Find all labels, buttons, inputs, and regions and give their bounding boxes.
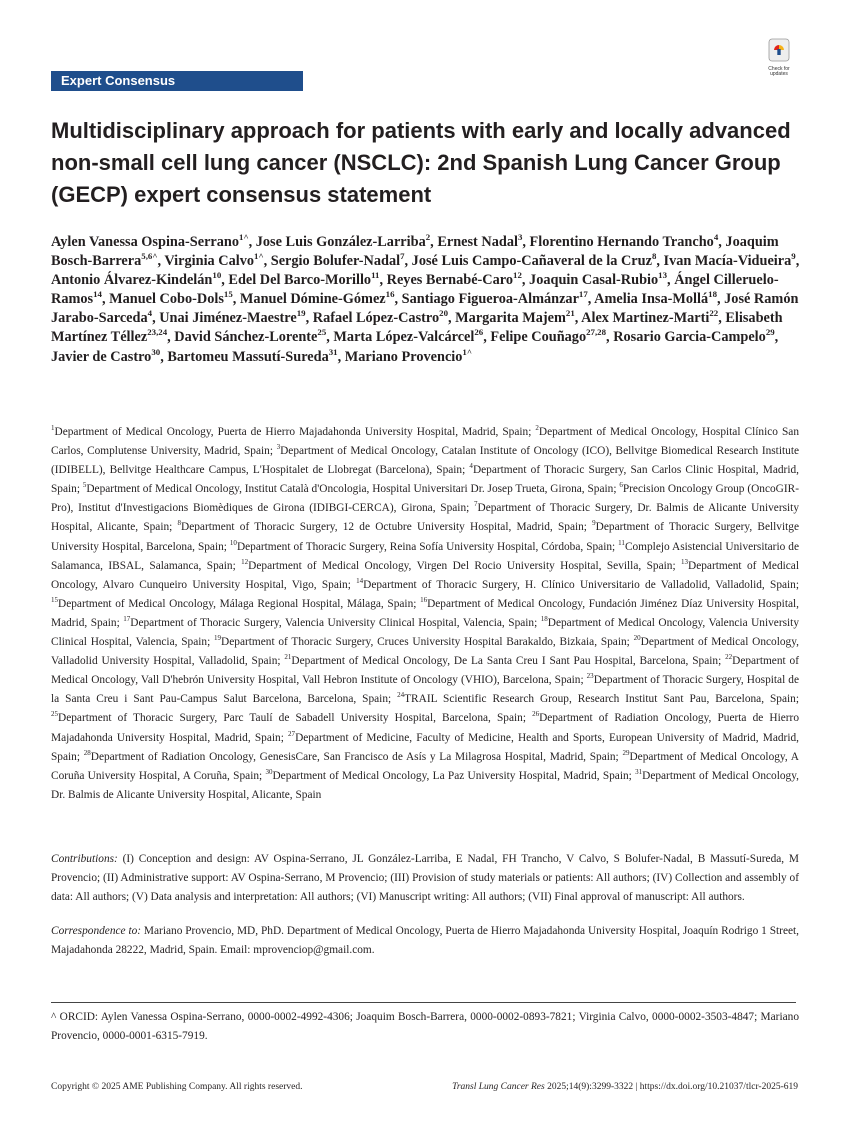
author-name: Elisabeth Martínez Téllez xyxy=(51,310,783,346)
affiliation-number: 16 xyxy=(420,596,428,605)
author-name: Unai Jiménez-Maestre xyxy=(159,310,297,327)
affiliation-number: 23 xyxy=(586,672,594,681)
author-name: Marta López-Valcárcel xyxy=(333,329,475,346)
affiliation-text: Department of Thoracic Surgery, Hospital de la Santa Creu i Sant Pau-Campus Salut Barcelona, Barcelona, Spain; xyxy=(51,674,799,706)
author-affiliation-sup: 23,24 xyxy=(147,327,168,338)
affiliation-text: Department of Medical Oncology, La Paz University Hospital, Madrid, Spain; xyxy=(272,769,636,782)
author-name: Rosario Garcia-Campelo xyxy=(613,329,766,346)
author-affiliation-sup: 5,6^ xyxy=(141,251,158,262)
affiliation-number: 17 xyxy=(123,615,131,624)
affiliation-text: Department of Radiation Oncology, Puerta de Hierro Majadahonda University Hospital, Madrid, Spain; xyxy=(51,712,800,744)
affiliation-text: Department of Medicine, Faculty of Medicine, Health and Sports, European University of Madrid, Madrid, Spain; xyxy=(51,731,799,763)
correspondence xyxy=(51,922,799,960)
affiliation-text: Department of Thoracic Surgery, Cruces University Hospital Barakaldo, Bizkaia, Spain; xyxy=(221,636,634,649)
affiliation-text: Department of Medical Oncology, Alvaro Cunqueiro University Hospital, Vigo, Spain; xyxy=(51,559,799,591)
affiliation-text: Department of Thoracic Surgery, Parc Taulí de Sabadell University Hospital, Barcelona, Spain; xyxy=(58,712,533,725)
affiliation xyxy=(123,617,541,629)
affiliation-number: 29 xyxy=(622,748,630,757)
author-affiliation-sup: 30 xyxy=(151,346,161,357)
author-name: Santiago Figueroa-Almánzar xyxy=(401,291,579,308)
author-affiliation-sup: 12 xyxy=(513,270,522,281)
contributions xyxy=(51,850,799,907)
affiliation xyxy=(83,483,619,495)
correspondence-text: Mariano Provencio, MD, PhD. Department of Medical Oncology, Puerta de Hierro Majadahonda University Hospital, Joaquín Rodrigo 1 Street, Majadahonda 28222, Madrid, Spain. Email: mprovenciop@gmail.com. xyxy=(51,925,799,957)
author-affiliation-sup: 2 xyxy=(425,232,431,243)
affiliation-number: 27 xyxy=(288,729,296,738)
affiliation-number: 21 xyxy=(284,653,292,662)
author-name: Virginia Calvo xyxy=(164,253,255,270)
affiliation xyxy=(51,712,532,724)
affiliation-number: 1 xyxy=(51,424,55,433)
affiliation xyxy=(178,521,593,533)
copyright-notice: Copyright © 2025 AME Publishing Company. All rights reserved. xyxy=(51,1082,303,1092)
affiliation-number: 6 xyxy=(619,481,623,490)
author-name: Rafael López-Castro xyxy=(312,310,440,327)
author xyxy=(164,253,263,269)
footnote-divider xyxy=(51,1002,796,1003)
article-title: Multidisciplinary approach for patients with early and locally advanced non-small cell lung cancer (NSCLC): 2nd Spanish Lung Cancer Group (GECP) expert consensus statement xyxy=(51,118,791,207)
affiliation-text: Department of Medical Oncology, Valencia University Clinical Hospital, Valencia, Spain; xyxy=(51,616,799,649)
affiliation-number: 28 xyxy=(83,748,91,757)
author xyxy=(664,253,796,269)
author-name: Sergio Bolufer-Nadal xyxy=(270,253,401,270)
author xyxy=(271,253,405,269)
author-name: Jose Luis González-Larriba xyxy=(255,234,426,250)
affiliation-number: 10 xyxy=(229,538,237,547)
author xyxy=(109,291,233,307)
affiliation-text: Department of Medical Oncology, Puerta de Hierro Majadahonda University Hospital, Madrid, Spain; xyxy=(54,426,536,438)
author-name: Javier de Castro xyxy=(51,348,152,365)
affiliation-text: Department of Medical Oncology, Hospital Clínico San Carlos, Complutense University, Madrid, Spain; xyxy=(51,426,799,458)
author xyxy=(529,272,667,288)
affiliation-number: 2 xyxy=(535,424,539,433)
affiliation xyxy=(214,636,634,648)
author-affiliation-sup: 9 xyxy=(791,251,796,262)
author-affiliation-sup: 25 xyxy=(317,327,327,338)
author-name: David Sánchez-Lorente xyxy=(174,329,318,346)
author-affiliation-sup: 4 xyxy=(713,232,719,243)
author-name: Edel Del Barco-Morillo xyxy=(228,272,372,289)
author-name: Joaquim Bosch-Barrera xyxy=(51,234,779,270)
citation-doi: 2025;14(9):3299-3322 | https://dx.doi.org/10.21037/tlcr-2025-619 xyxy=(544,1082,798,1092)
affiliation xyxy=(397,693,799,705)
affiliation-text: Department of Thoracic Surgery, Valencia University Clinical Hospital, Valencia, Spain; xyxy=(130,616,541,629)
author-name: José Luis Campo-Cañaveral de la Cruz xyxy=(411,253,652,270)
affiliation-text: Department of Medical Oncology, Virgen Del Rocio University Hospital, Sevilla, Spain; xyxy=(248,559,681,572)
author xyxy=(437,234,522,250)
affiliation-text: Department of Medical Oncology, Fundación Jiménez Díaz University Hospital, Madrid, Spain; xyxy=(51,597,800,629)
author xyxy=(344,346,472,365)
author xyxy=(581,310,718,326)
affiliation-number: 3 xyxy=(276,443,281,452)
author xyxy=(240,291,395,307)
author-affiliation-sup: 1^ xyxy=(254,251,264,262)
author-affiliation-sup: 16 xyxy=(385,289,395,300)
author-name: Mariano Provencio xyxy=(344,348,463,365)
author-name: Felipe Couñago xyxy=(490,329,587,346)
affiliation-number: 20 xyxy=(633,634,641,643)
affiliation-number: 30 xyxy=(265,767,273,776)
author-affiliation-sup: 11 xyxy=(371,270,380,281)
author-affiliation-sup: 20 xyxy=(439,308,449,319)
affiliation xyxy=(83,748,623,763)
author-name: Alex Martinez-Marti xyxy=(581,310,710,327)
affiliation-number: 9 xyxy=(592,519,596,528)
author-name: Manuel Dómine-Gómez xyxy=(239,291,386,308)
affiliation xyxy=(51,598,420,610)
affiliation-text: Precision Oncology Group (OncoGIR-Pro), Institut d'Investigacions Biomèdiques de Girona (IDIBGI-CERCA), Girona, Spain; xyxy=(51,483,799,515)
author xyxy=(412,253,657,269)
author-affiliation-sup: 1^ xyxy=(462,346,472,357)
author-affiliation-sup: 15 xyxy=(223,289,233,300)
author xyxy=(613,329,774,345)
author xyxy=(159,310,305,326)
affiliation-number: 19 xyxy=(214,634,222,643)
author-name: Antonio Álvarez-Kindelán xyxy=(51,272,213,289)
author-affiliation-sup: 10 xyxy=(212,270,222,281)
affiliation xyxy=(51,426,535,438)
affiliation-text: Department of Thoracic Surgery, Bellvitge University Hospital, Barcelona, Spain; xyxy=(51,521,799,553)
affiliation-number: 15 xyxy=(51,596,59,605)
affiliation-number: 26 xyxy=(532,710,540,719)
author-name: Florentino Hernando Trancho xyxy=(529,234,714,250)
author-affiliation-sup: 27,28 xyxy=(586,327,607,338)
author-name: Margarita Majem xyxy=(455,310,566,327)
author-name: Amelia Insa-Mollá xyxy=(594,291,709,308)
affiliation-number: 31 xyxy=(635,767,643,776)
affiliation-text: Department of Medical Oncology, Dr. Balmis de Alicante University Hospital, Alicante, Spain xyxy=(51,769,799,801)
author-name: Ivan Macía-Vidueira xyxy=(663,253,792,270)
author xyxy=(167,346,338,365)
contributions-text: (I) Conception and design: AV Ospina-Serrano, JL González-Larriba, E Nadal, FH Trancho, V Calvo, S Bolufer-Nadal, B Massutí-Sureda, M Provencio; (II) Administrative support: AV Ospina-Serrano, M Provencio; (III) Provision of study materials or patients: All authors; (IV) Collection and assembly of data: All authors; (V) Data analysis and interpretation: All authors; (VI) Manuscript writing: All authors; (VII) Final approval of manuscript: All authors. xyxy=(51,853,799,904)
author-affiliation-sup: 19 xyxy=(296,308,306,319)
author-affiliation-sup: 1^ xyxy=(239,232,249,243)
affiliation-number: 11 xyxy=(618,538,625,547)
author xyxy=(51,346,161,365)
affiliation-number: 25 xyxy=(51,710,59,719)
author-name: Manuel Cobo-Dols xyxy=(109,291,224,308)
author-affiliation-sup: 14 xyxy=(93,289,102,300)
author-name: Bartomeu Massutí-Sureda xyxy=(167,348,329,365)
author-name: Aylen Vanessa Ospina-Serrano xyxy=(51,234,240,250)
orcid-footnote: ^ ORCID: Aylen Vanessa Ospina-Serrano, 0000-0002-4992-4306; Joaquim Bosch-Barrera, 0000-0002-0893-7821; Virginia Calvo, 0000-0002-3503-4847; Mariano Provencio, 0000-0001-6315-7919. xyxy=(51,1011,799,1043)
author-affiliation-sup: 31 xyxy=(328,346,338,357)
author-name: Ángel Cilleruelo-Ramos xyxy=(51,272,779,308)
affiliation-text: Department of Medical Oncology, Málaga Regional Hospital, Málaga, Spain; xyxy=(58,597,421,610)
affiliation-number: 22 xyxy=(725,653,733,662)
article-type-tag: Expert Consensus xyxy=(51,71,303,91)
journal-name: Transl Lung Cancer Res xyxy=(452,1082,545,1092)
contributions-label: Contributions: xyxy=(51,853,118,865)
author xyxy=(51,272,221,288)
affiliation-number: 18 xyxy=(540,615,548,624)
correspondence-label: Correspondence to: xyxy=(51,925,142,937)
check-updates-badge[interactable] xyxy=(762,38,796,77)
author xyxy=(333,329,483,345)
author-affiliation-sup: 13 xyxy=(658,270,668,281)
author xyxy=(387,272,522,288)
author-name: Ernest Nadal xyxy=(437,234,518,250)
author-affiliation-sup: 29 xyxy=(765,327,775,338)
affiliation-text: Department of Thoracic Surgery, H. Clínico Universitario de Valladolid, Valladolid, Spain; xyxy=(363,578,799,591)
author xyxy=(402,291,588,307)
author xyxy=(174,329,326,345)
affiliation-text: Department of Medical Oncology, Catalan Institute of Oncology (ICO), Bellvitge Biomedical Research Institute (IDIBELL), Bellvitge Healthcare Campus, L'Hospitalet de Llobregat (Barcelona), Spain; xyxy=(51,445,800,477)
author-affiliation-sup: 18 xyxy=(708,289,717,300)
author-affiliation-sup: 21 xyxy=(565,308,575,319)
author xyxy=(490,329,606,345)
author-affiliation-sup: 26 xyxy=(474,327,484,338)
affiliation-text: Department of Thoracic Surgery, Reina Sofía University Hospital, Córdoba, Spain; xyxy=(236,540,619,553)
affiliation-text: Department of Medical Oncology, Valladolid University Hospital, Valladolid, Spain; xyxy=(51,636,799,668)
author xyxy=(594,291,717,307)
affiliation-number: 7 xyxy=(474,500,478,509)
author-affiliation-sup: 22 xyxy=(709,308,719,319)
author-affiliation-sup: 17 xyxy=(578,289,588,300)
affiliation-number: 24 xyxy=(397,691,405,700)
affiliation-number: 4 xyxy=(469,462,473,471)
affiliation xyxy=(229,538,619,553)
author xyxy=(256,234,430,250)
affiliation-text: Department of Thoracic Surgery, Dr. Balmis de Alicante University Hospital, Alicante, Spain; xyxy=(51,502,800,534)
author-name: Joaquin Casal-Rubio xyxy=(529,272,659,289)
affiliation-number: 12 xyxy=(241,557,249,566)
affiliation-text: Department of Medical Oncology, De La Santa Creu I Sant Pau Hospital, Barcelona, Spain; xyxy=(291,655,726,668)
affiliation-text: Department of Thoracic Surgery, 12 de Octubre University Hospital, Madrid, Spain; xyxy=(181,521,593,534)
author-affiliation-sup: 4 xyxy=(147,308,153,319)
affiliation-text: TRAIL Scientific Research Group, Research Institut Sant Pau, Barcelona, Spain; xyxy=(404,693,799,706)
author xyxy=(313,310,448,326)
affiliation xyxy=(356,576,799,591)
affiliation xyxy=(241,557,681,572)
affiliation-number: 14 xyxy=(356,576,364,585)
check-updates-label: Check for updates xyxy=(768,66,790,77)
author-affiliation-sup: 7 xyxy=(400,251,405,262)
author xyxy=(228,272,379,288)
affiliation-number: 8 xyxy=(177,519,182,528)
affiliation-number: 13 xyxy=(681,557,689,566)
affiliation-text: Department of Radiation Oncology, GenesisCare, San Francisco de Asís y La Milagrosa Hospital, Madrid, Spain; xyxy=(90,750,623,763)
affiliation-text: Department of Medical Oncology, A Coruña University Hospital, A Coruña, Spain; xyxy=(51,750,799,782)
check-for-updates-icon xyxy=(768,38,790,62)
affiliation-list xyxy=(51,423,799,805)
author xyxy=(455,310,575,326)
author xyxy=(51,234,249,250)
author-name: Reyes Bernabé-Caro xyxy=(386,272,514,289)
author-affiliation-sup: 8 xyxy=(651,251,657,262)
author-affiliation-sup: 3 xyxy=(517,232,523,243)
affiliation-text: Department of Thoracic Surgery, San Carlos Clinic Hospital, Madrid, Spain; xyxy=(51,464,799,496)
affiliation xyxy=(284,655,725,667)
affiliation-number: 5 xyxy=(82,481,87,490)
affiliation-text: Complejo Asistencial Universitario de Salamanca, IBSAL, Salamanca, Spain; xyxy=(51,540,799,572)
affiliation xyxy=(265,767,636,782)
author-name: José Ramón Jarabo-Sarceda xyxy=(51,291,799,327)
affiliation-text: Department of Medical Oncology, Institut Català d'Oncologia, Hospital Universitari Dr. Josep Trueta, Girona, Spain; xyxy=(86,483,620,496)
author xyxy=(530,234,719,250)
citation-line xyxy=(452,1080,798,1094)
affiliation-text: Department of Medical Oncology, Vall D'hebrón University Hospital, Vall Hebron Institute of Oncology (VHIO), Barcelona, Spain; xyxy=(51,655,799,687)
author-list: Aylen Vanessa Ospina-Serrano$^{1\^{}}$, Jose Luis González-Larriba$^2$, Ernest Nadal$^3$, Florentino Hernando Trancho$^4$, Joaquim Bosch-Barrera$^{5,6\^{}}$, Virginia Calvo$^{1\^{}}$, Sergio Bolufer-Nadal$^7$, José Luis Campo-Cañaveral de la Cruz$^8$, Ivan Macía-Vidueira$^9$, Antonio Álvarez-Kindelán$^{10}$, Edel Del Barco-Morillo$^{11}$, Reyes Bernabé-Caro$^{12}$, Joaquin Casal-Rubio$^{13}$, Ángel Cilleruelo-Ramos$^{14}$, Manuel Cobo-Dols$^{15}$, Manuel Dómine-Gómez$^{16}$, Santiago Figueroa-Almánzar$^{17}$, Amelia Insa-Mollá$^{18}$, José Ramón Jarabo-Sarceda$^4$, Unai Jiménez-Maestre$^{19}$, Rafael López-Castro$^{20}$, Margarita Majem$^{21}$, Alex Martinez-Marti$^{22}$, Elisabeth Martínez Téllez$^{23,24}$, David Sánchez-Lorente$^{25}$, Marta López-Valcárcel$^{26}$, Felipe Couñago$^{27,28}$, Rosario Garcia-Campelo$^{29}$, Javier de Castro$^{30}$, Bartomeu Massutí-Sureda$^{31}$, Mariano Provencio$^{1\^{}}$ xyxy=(51,232,800,365)
